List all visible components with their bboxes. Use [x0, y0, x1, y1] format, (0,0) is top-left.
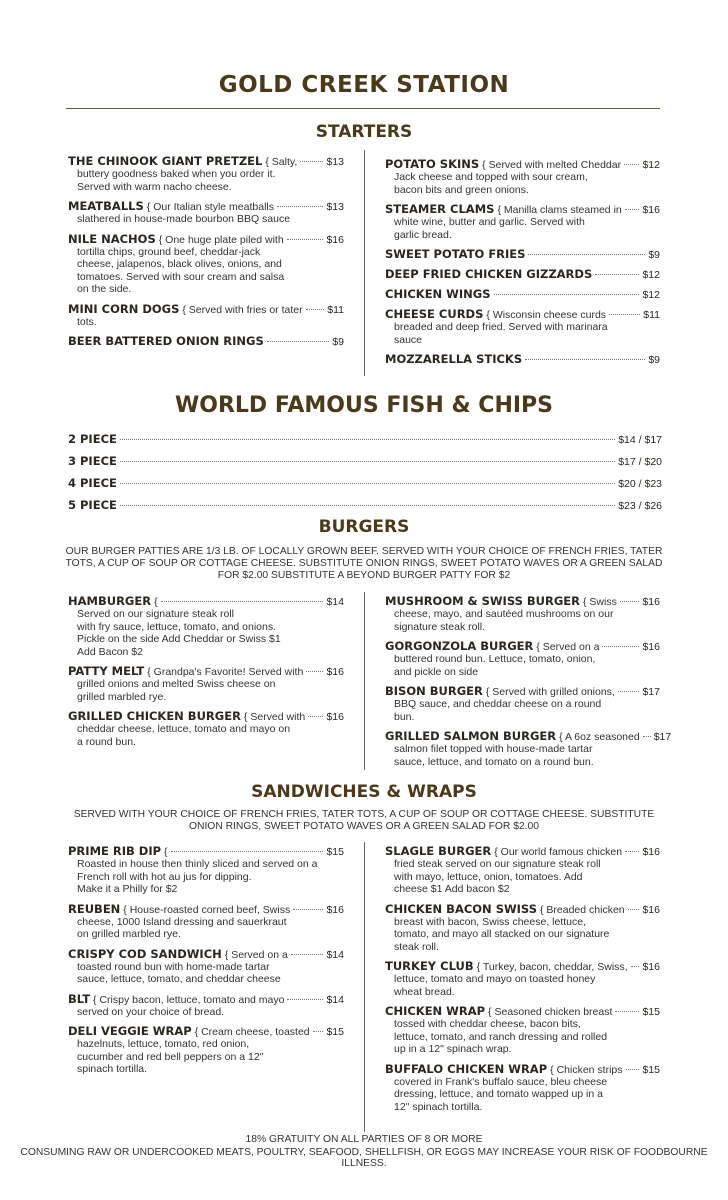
menu-item-header: [68, 334, 344, 348]
menu-item-description: cheese, mayo, and sautéed mushrooms on our signature steak roll.: [394, 608, 614, 633]
fish-item-price: $23 / $26: [618, 500, 662, 512]
menu-item-price: $17: [653, 731, 672, 743]
menu-item-price: $13: [326, 156, 344, 168]
gratuity-note: 18% GRATUITY ON ALL PARTIES OF 8 OR MORE: [245, 1134, 483, 1145]
sandwiches-left-column: [68, 844, 344, 1082]
dot-leader: [308, 716, 323, 717]
menu-item-header: [68, 844, 344, 858]
menu-item-price: $16: [642, 641, 660, 653]
dot-leader: [525, 359, 645, 360]
sandwiches-right-column: [385, 844, 660, 1119]
menu-item-description-lead: { House-roasted corned beef, Swiss: [123, 903, 291, 916]
menu-item-description: grilled onions and melted Swiss cheese on grilled marbled rye.: [77, 678, 276, 703]
menu-item-description: Served on our signature steak roll with fry sauce, lettuce, tomato, and onions. Pickle on the side Add Cheddar or Swiss $1 Add Bacon $2: [77, 608, 281, 658]
dot-leader: [595, 274, 639, 275]
menu-item-price: $9: [648, 249, 660, 261]
menu-item: [385, 307, 660, 346]
menu-item-description-lead: { Seasoned chicken breast: [488, 1006, 613, 1018]
menu-item-price: $16: [326, 711, 344, 723]
menu-item-header: [68, 947, 344, 961]
menu-item-description: BBQ sauce, and cheddar cheese on a round bun.: [394, 698, 602, 723]
dot-leader: [291, 954, 324, 955]
fish-item-name: 4 PIECE: [68, 476, 117, 490]
fish-item: [68, 432, 662, 446]
menu-item: [385, 1062, 660, 1114]
menu-item: [385, 729, 672, 768]
menu-item: [385, 959, 660, 998]
menu-item-header: [68, 992, 344, 1006]
menu-item-header: [385, 959, 660, 973]
menu-item-price: $14: [326, 596, 344, 608]
menu-item-name: PATTY MELT: [68, 664, 145, 678]
dot-leader: [120, 505, 615, 506]
fish-item-name: 3 PIECE: [68, 454, 117, 468]
menu-item-description-lead: { Chicken strips: [550, 1063, 623, 1076]
fish-item-price: $20 / $23: [618, 478, 662, 490]
menu-item-name: CRISPY COD SANDWICH: [68, 946, 222, 961]
dot-leader: [624, 164, 639, 165]
menu-item-price: $9: [648, 354, 660, 366]
menu-item-header: [68, 154, 344, 168]
sandwiches-note: SERVED WITH YOUR CHOICE OF FRENCH FRIES, TATER TOTS, A CUP OF SOUP OR COTTAGE CHEESE. SUBSTITUTE ONION RINGS, SWEET POTATO WAVES OR A GREEN SALAD FOR $2.00: [73, 809, 655, 832]
dot-leader: [313, 1031, 324, 1032]
fish-item-name: 2 PIECE: [68, 432, 117, 446]
dot-leader: [620, 601, 640, 602]
menu-item-price: $12: [642, 269, 660, 281]
menu-item-price: $16: [642, 961, 660, 973]
menu-item-description-lead: { Wisconsin cheese curds: [486, 309, 607, 321]
menu-item-header: [68, 1024, 344, 1038]
menu-item-name: GRILLED SALMON BURGER: [385, 729, 557, 743]
dot-leader: [120, 439, 615, 440]
menu-item: [68, 334, 344, 348]
menu-item-description-lead: { Served on a: [224, 948, 288, 961]
menu-item-header: [385, 352, 660, 366]
menu-item-name: TURKEY CLUB: [385, 959, 474, 973]
dot-leader: [267, 341, 330, 342]
menu-item: [68, 199, 344, 226]
menu-item-description-lead: { Served with melted Cheddar: [482, 159, 622, 171]
menu-item-name: POTATO SKINS: [385, 157, 480, 171]
menu-item-header: [385, 157, 660, 171]
menu-item: [385, 247, 660, 261]
menu-item-header: [385, 729, 672, 743]
dot-leader: [602, 646, 639, 647]
menu-item-description-lead: { Swiss: [582, 596, 617, 608]
menu-item-name: STEAMER CLAMS: [385, 202, 495, 216]
menu-item-description-lead: { Crispy bacon, lettuce, tomato and mayo: [93, 993, 285, 1006]
menu-item-description: cheddar cheese, lettuce, tomato and mayo on a round bun.: [77, 723, 291, 748]
dot-leader: [287, 239, 324, 240]
menu-item-name: GORGONZOLA BURGER: [385, 639, 534, 653]
sandwiches-divider: [364, 842, 365, 1132]
dot-leader: [628, 909, 640, 910]
menu-item: [68, 992, 344, 1019]
menu-item-description-lead: { A 6oz seasoned: [559, 731, 640, 743]
dot-leader: [625, 851, 639, 852]
menu-item-price: $15: [642, 1063, 660, 1076]
menu-item: [68, 1024, 344, 1076]
dot-leader: [161, 601, 324, 602]
menu-item-description: fried steak served on our signature steak roll with mayo, lettuce, onion, tomatoes. Add cheese $1 Add bacon $2: [394, 858, 601, 895]
menu-item-name: GRILLED CHICKEN BURGER: [68, 709, 241, 723]
menu-item: [68, 594, 344, 658]
menu-item-name: SLAGLE BURGER: [385, 844, 492, 858]
menu-item-description-lead: { Salty,: [265, 156, 298, 168]
menu-item-description: hazelnuts, lettuce, tomato, red onion, cucumber and red bell peppers on a 12" spinach tortilla.: [77, 1038, 264, 1075]
menu-item: [68, 302, 344, 329]
dot-leader: [494, 294, 640, 295]
menu-item-description-lead: { Our world famous chicken: [494, 846, 623, 858]
menu-item-name: MUSHROOM & SWISS BURGER: [385, 594, 580, 608]
dot-leader: [625, 209, 640, 210]
menu-title: GOLD CREEK STATION: [218, 72, 510, 98]
sandwiches-heading: SANDWICHES & WRAPS: [251, 782, 477, 802]
dot-leader: [277, 206, 323, 207]
menu-item: [385, 157, 660, 196]
menu-item-description-lead: {: [164, 846, 168, 858]
menu-item-header: [68, 709, 344, 723]
menu-item-name: HAMBURGER: [68, 594, 152, 608]
menu-item-header: [385, 844, 660, 858]
menu-item-header: [385, 902, 660, 916]
menu-item-name: MEATBALLS: [68, 199, 144, 213]
starters-heading: STARTERS: [315, 122, 413, 142]
menu-item-price: $16: [326, 233, 344, 246]
menu-item: [385, 1004, 660, 1056]
menu-item-header: [68, 664, 344, 678]
menu-item-price: $11: [643, 309, 660, 321]
menu-item-header: [68, 302, 344, 316]
menu-item-description: buttery goodness baked when you order it. Served with warm nacho cheese.: [77, 168, 276, 193]
burgers-note: OUR BURGER PATTIES ARE 1/3 LB. OF LOCALLY GROWN BEEF. SERVED WITH YOUR CHOICE OF FRENCH FRIES, TATER TOTS, A CUP OF SOUP OR COTTAGE CHEESE. SUBSTITUTE ONION RINGS, SWEET POTATO WAVES OR A GREEN SALAD FOR $2.00 SUBSTITUTE A BEYOND BURGER PATTY FOR $2: [65, 546, 663, 581]
menu-item-header: [68, 232, 344, 246]
menu-item-header: [385, 594, 660, 608]
menu-item-header: [385, 307, 660, 321]
burgers-heading: BURGERS: [318, 517, 410, 537]
menu-item-name: DELI VEGGIE WRAP: [68, 1024, 192, 1038]
menu-item-description: breast with bacon, Swiss cheese, lettuce, tomato, and mayo all stacked on our signature steak roll.: [394, 915, 610, 953]
dot-leader: [306, 671, 323, 672]
title-rule: [66, 108, 660, 109]
menu-item-description: tots.: [77, 315, 97, 328]
starters-left-column: [68, 154, 344, 354]
menu-item-description-lead: { Our Italian style meatballs: [146, 201, 274, 213]
menu-item-description-lead: { Turkey, bacon, cheddar, Swiss,: [476, 961, 628, 973]
menu-item-name: MOZZARELLA STICKS: [385, 352, 523, 366]
dot-leader: [609, 314, 640, 315]
menu-item-name: DEEP FRIED CHICKEN GIZZARDS: [385, 267, 593, 281]
dot-leader: [643, 736, 651, 737]
menu-item-description: covered in Frank's buffalo sauce, bleu cheese dressing, lettuce, and tomato wapped up in a 12" spinach tortilla.: [394, 1075, 608, 1113]
menu-item-description: breaded and deep fried. Served with marinara sauce: [394, 321, 608, 346]
menu-item-description-lead: { Manilla clams steamed in: [497, 204, 622, 216]
dot-leader: [120, 461, 615, 462]
menu-item-price: $13: [326, 201, 344, 213]
menu-item-header: [385, 1004, 660, 1018]
menu-item-header: [385, 202, 660, 216]
menu-item-price: $14: [326, 993, 344, 1006]
menu-item: [68, 154, 344, 193]
menu-item-header: [385, 287, 660, 301]
menu-item-description-lead: { Grandpa's Favorite! Served with: [147, 666, 304, 678]
menu-item-price: $16: [642, 846, 660, 858]
menu-item-description-lead: { Served with grilled onions,: [485, 686, 615, 698]
menu-item-description-lead: {: [154, 596, 158, 608]
dot-leader: [306, 309, 325, 310]
menu-item-description: tossed with cheddar cheese, bacon bits, lettuce, tomato, and ranch dressing and rolled up in a 12" spinach wrap.: [394, 1018, 608, 1055]
menu-item: [68, 947, 344, 986]
menu-item-name: PRIME RIB DIP: [68, 844, 162, 858]
menu-item-price: $16: [326, 666, 344, 678]
fish-item: [68, 498, 662, 512]
menu-item-price: $15: [326, 1026, 344, 1038]
menu-item-description: buttered round bun. Lettuce, tomato, onion, and pickle on side: [394, 653, 596, 678]
menu-item-name: THE CHINOOK GIANT PRETZEL: [68, 154, 263, 168]
dot-leader: [631, 966, 640, 967]
menu-item-name: CHICKEN BACON SWISS: [385, 901, 537, 916]
dot-leader: [300, 161, 323, 162]
menu-item-header: [385, 267, 660, 281]
fish-item-price: $17 / $20: [618, 456, 662, 468]
menu-item-description: Jack cheese and topped with sour cream, bacon bits and green onions.: [394, 171, 588, 196]
dot-leader: [171, 851, 324, 852]
menu-item-price: $15: [326, 846, 344, 858]
menu-item-price: $17: [642, 686, 660, 698]
menu-item-header: [68, 594, 344, 608]
fish-item: [68, 454, 662, 468]
menu-item-name: BUFFALO CHICKEN WRAP: [385, 1061, 548, 1076]
menu-item: [385, 639, 660, 678]
menu-item-price: $12: [642, 289, 660, 301]
burgers-left-column: [68, 594, 344, 754]
menu-item-price: $16: [326, 903, 344, 916]
menu-item: [385, 844, 660, 896]
menu-item-name: BLT: [68, 991, 91, 1006]
menu-item: [385, 267, 660, 281]
menu-item: [385, 594, 660, 633]
menu-item-description: white wine, butter and garlic. Served with garlic bread.: [394, 216, 585, 241]
menu-item: [385, 352, 660, 366]
menu-item-description: Roasted in house then thinly sliced and served on a French roll with hot au jus for dipping. Make it a Philly for $2: [77, 858, 318, 895]
menu-item-description: lettuce, tomato and mayo on toasted honey wheat bread.: [394, 973, 596, 998]
menu-item-name: SWEET POTATO FRIES: [385, 247, 526, 261]
menu-item-name: REUBEN: [68, 901, 121, 916]
menu-item-description-lead: { Breaded chicken: [539, 903, 625, 916]
menu-item-price: $16: [642, 596, 660, 608]
starters-divider: [364, 150, 365, 376]
menu-item-description: cheese, 1000 Island dressing and sauerkraut on grilled marbled rye.: [77, 915, 287, 940]
food-safety-warning: CONSUMING RAW OR UNDERCOOKED MEATS, POULTRY, SEAFOOD, SHELLFISH, OR EGGS MAY INCREASE YOUR RISK OF FOODBOURNE ILLNESS.: [20, 1147, 708, 1169]
menu-item: [68, 709, 344, 748]
menu-item-description: toasted round bun with home-made tartar sauce, lettuce, tomato, and cheddar cheese: [77, 960, 281, 985]
menu-item-description-lead: { One huge plate piled with: [158, 233, 284, 246]
menu-item-name: BISON BURGER: [385, 684, 483, 698]
menu-item-price: $14: [326, 948, 344, 961]
menu-item: [68, 902, 344, 941]
dot-leader: [615, 1011, 639, 1012]
dot-leader: [626, 1069, 640, 1070]
menu-item-name: CHICKEN WRAP: [385, 1004, 486, 1018]
menu-item-description: tortilla chips, ground beef, cheddar-jack cheese, jalapenos, black olives, onions, and tomatoes. Served with sour cream and salsa on the side.: [77, 245, 285, 295]
menu-item: [68, 664, 344, 703]
menu-item-header: [385, 1062, 660, 1076]
menu-item-price: $16: [642, 204, 660, 216]
menu-item-price: $12: [642, 159, 660, 171]
menu-item-name: CHEESE CURDS: [385, 307, 484, 321]
menu-item-description: slathered in house-made bourbon BBQ sauce: [77, 213, 291, 225]
menu-item-description: served on your choice of bread.: [77, 1005, 225, 1018]
dot-leader: [528, 254, 645, 255]
menu-item-description-lead: { Cream cheese, toasted: [194, 1026, 310, 1038]
menu-item-description-lead: { Served with: [243, 711, 306, 723]
menu-item-header: [385, 247, 660, 261]
dot-leader: [287, 999, 323, 1000]
fish-item-name: 5 PIECE: [68, 498, 117, 512]
menu-item-description-lead: { Served on a: [536, 641, 600, 653]
menu-item-header: [385, 684, 660, 698]
menu-item-header: [68, 199, 344, 213]
dot-leader: [120, 483, 615, 484]
burgers-right-column: [385, 594, 672, 774]
menu-item: [385, 684, 660, 723]
menu-item-header: [68, 902, 344, 916]
dot-leader: [618, 691, 640, 692]
menu-item-header: [385, 639, 660, 653]
menu-item: [385, 902, 660, 954]
menu-item-price: $15: [642, 1006, 660, 1018]
starters-right-column: [385, 157, 660, 372]
menu-item-price: $11: [327, 303, 344, 316]
menu-item-description: salmon filet topped with house-made tartar sauce, lettuce, and tomato on a round bun.: [394, 743, 594, 768]
fish-item-price: $14 / $17: [618, 434, 662, 446]
menu-item-name: MINI CORN DOGS: [68, 301, 180, 316]
dot-leader: [293, 909, 323, 910]
fish-item: [68, 476, 662, 490]
menu-item: [385, 202, 660, 241]
menu-item-description-lead: { Served with fries or tater: [182, 303, 303, 316]
menu-item: [68, 232, 344, 296]
menu-item: [385, 287, 660, 301]
menu-item-price: $16: [642, 903, 660, 916]
menu-item-name: CHICKEN WINGS: [385, 287, 491, 301]
menu-item-price: $9: [332, 336, 344, 348]
fish-heading: WORLD FAMOUS FISH & CHIPS: [174, 393, 554, 418]
burgers-divider: [364, 592, 365, 770]
menu-item-name: BEER BATTERED ONION RINGS: [68, 334, 264, 348]
menu-item-name: NILE NACHOS: [68, 231, 156, 246]
menu-item: [68, 844, 344, 896]
